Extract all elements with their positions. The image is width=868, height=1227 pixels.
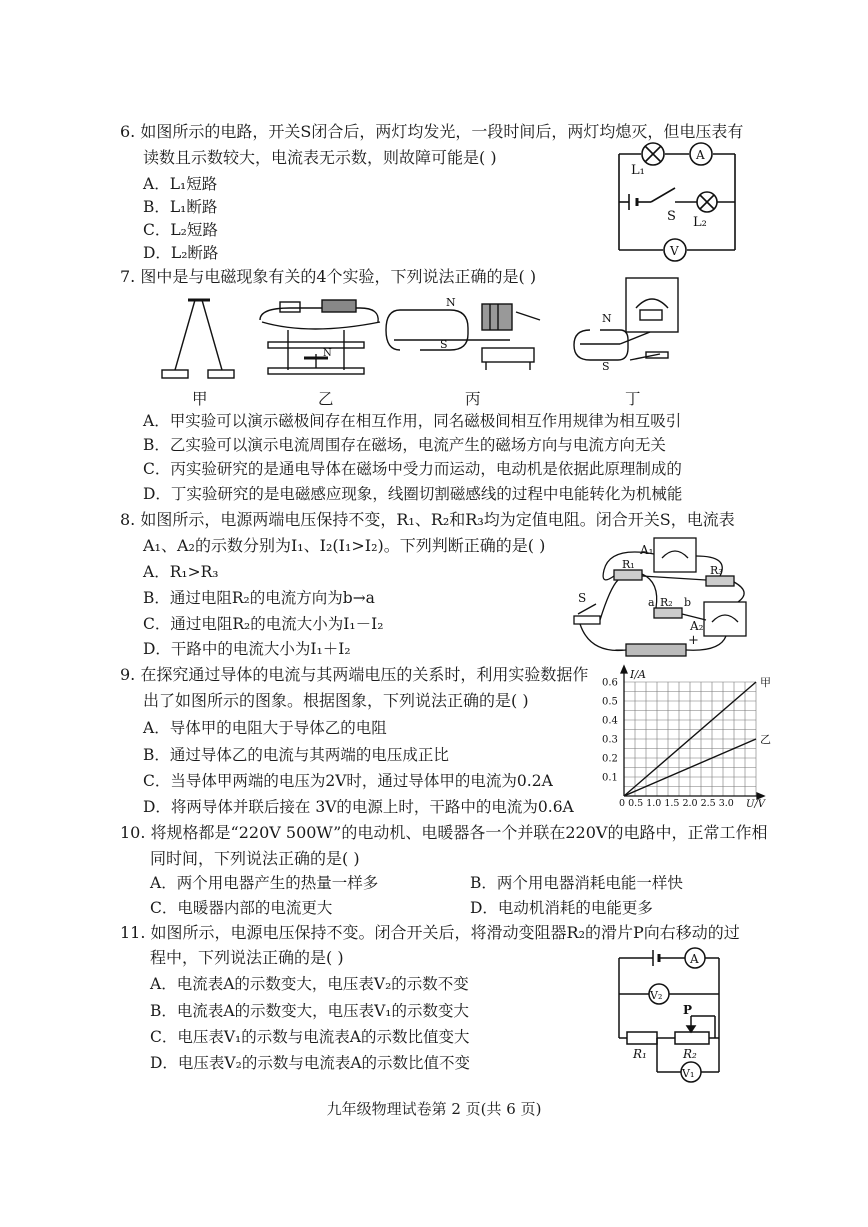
q10-option-c: C．电暖器内部的电流更大 [150, 899, 333, 917]
q10-option-b: B．两个用电器消耗电能一样快 [470, 874, 683, 892]
q8-option-a: A．R₁>R₃ [143, 563, 219, 581]
chart-y-tick-label: 0.1 [602, 772, 618, 784]
q10-option-a: A．两个用电器产生的热量一样多 [150, 874, 379, 892]
q8-label-plus: + [688, 633, 699, 648]
q8-circuit-figure [560, 536, 760, 664]
q9-option-d: D．将两导体并联后接在 3V的电源上时，干路中的电流为0.6A [143, 798, 574, 816]
chart-series-label-1: 甲 [760, 676, 771, 689]
q9-stem-line2: 出了如图所示的图象。根据图象，下列说法正确的是( ) [143, 691, 529, 710]
q8-label-r2: R₂ [660, 596, 673, 609]
q10-option-d: D．电动机消耗的电能更多 [470, 899, 653, 917]
q8-option-d: D．干路中的电流大小为I₁＋I₂ [143, 640, 351, 658]
chart-y-tick-label: 0.4 [602, 715, 618, 727]
q8-label-minus: − [614, 643, 625, 658]
q6-option-b: B．L₁断路 [143, 198, 218, 216]
q7-option-d: D．丁实验研究的是电磁感应现象，线圈切割磁感线的过程中电能转化为机械能 [143, 485, 683, 503]
q9-option-c: C．当导体甲两端的电压为2V时，通过导体甲的电流为0.2A [143, 772, 553, 790]
q6-label-v: V [670, 244, 679, 258]
q8-option-b: B．通过电阻R₂的电流方向为b→a [143, 589, 375, 607]
q7-caption-bing: 丙 [465, 390, 481, 408]
q8-label-b: b [684, 596, 692, 609]
q6-option-c: C．L₂短路 [143, 221, 218, 239]
q8-stem-line1: 8. 如图所示，电源两端电压保持不变，R₁、R₂和R₃均为定值电阻。闭合开关S，电流表 [120, 510, 735, 529]
q8-label-s: S [578, 591, 587, 605]
q8-option-c: C．通过电阻R₂的电流大小为I₁－I₂ [143, 615, 384, 633]
q6-option-d: D．L₂断路 [143, 244, 219, 262]
q11-label-v1: V₁ [682, 1067, 695, 1080]
q11-option-c: C．电压表V₁的示数与电流表A的示数比值变大 [150, 1028, 470, 1046]
q10-stem-line1: 10. 将规格都是“220V 500W”的电动机、电暖器各一个并联在220V的电路中，正常工作相 [120, 823, 768, 842]
q8-label-a2: A₂ [690, 619, 704, 633]
q9-stem-line1: 9. 在探究通过导体的电流与其两端电压的关系时，利用实验数据作 [120, 665, 589, 684]
q7-option-b: B．乙实验可以演示电流周围存在磁场，电流产生的磁场方向与电流方向无关 [143, 436, 666, 454]
q11-circuit-figure [605, 944, 735, 1090]
q11-label-a: A [690, 952, 699, 966]
q8-label-r1: R₁ [622, 558, 635, 571]
chart-y-tick-label: 0.6 [602, 677, 618, 689]
q6-label-l2: L₂ [693, 215, 707, 230]
chart-x-axis-label: U/V [746, 799, 766, 810]
q11-option-d: D．电压表V₂的示数与电流表A的示数比值不变 [150, 1054, 471, 1072]
q7-label-n-ding: N [602, 312, 612, 325]
q7-label-n-bing: N [446, 296, 456, 309]
q7-option-c: C．丙实验研究的是通电导体在磁场中受力而运动，电动机是依据此原理制成的 [143, 460, 682, 478]
q11-label-r1: R₁ [633, 1047, 647, 1061]
q6-label-l1: L₁ [631, 163, 645, 178]
chart-y-ticks [602, 678, 618, 784]
q11-label-v2: V₂ [650, 989, 663, 1002]
q7-stem-line1: 7. 图中是与电磁现象有关的4个实验，下列说法正确的是( ) [120, 267, 537, 286]
q6-stem-line2: 读数且示数较大，电流表无示数，则故障可能是( ) [143, 148, 497, 167]
q7-option-a: A．甲实验可以演示磁极间存在相互作用，同名磁极间相互作用规律为相互吸引 [143, 412, 682, 430]
q6-label-a: A [696, 148, 705, 162]
q7-caption-jia: 甲 [192, 390, 208, 408]
q7-label-n-yi: N [323, 348, 332, 359]
q11-option-b: B．电流表A的示数变大，电压表V₁的示数变大 [150, 1002, 469, 1020]
q8-label-a1: A₁ [640, 543, 654, 557]
page-footer: 九年级物理试卷第 2 页(共 6 页) [326, 1100, 542, 1118]
q8-label-a: a [648, 596, 655, 609]
q7-label-s-ding: S [602, 360, 610, 373]
chart-series-label-2: 乙 [760, 733, 771, 746]
q6-label-s: S [667, 209, 676, 224]
chart-axes [621, 666, 764, 799]
q8-label-r3: R₃ [710, 564, 723, 577]
q6-circuit-figure [605, 140, 745, 265]
q7-label-s-bing: S [440, 338, 448, 351]
q7-caption-yi: 乙 [318, 390, 334, 408]
q11-label-r2: R₂ [683, 1047, 697, 1061]
q9-option-a: A．导体甲的电阻大于导体乙的电阻 [143, 719, 387, 737]
q11-stem-line2: 程中，下列说法正确的是( ) [150, 948, 344, 967]
q8-stem-line2: A₁、A₂的示数分别为I₁、I₂(I₁>I₂)。下列判断正确的是( ) [143, 536, 546, 555]
q9-option-b: B．通过导体乙的电流与其两端的电压成正比 [143, 746, 449, 764]
q11-label-p: P [683, 1003, 693, 1017]
chart-y-tick-label: 0.2 [602, 753, 618, 765]
q6-stem-line1: 6. 如图所示的电路，开关S闭合后，两灯均发光，一段时间后，两灯均熄灭，但电压表有 [120, 122, 744, 141]
q9-chart [598, 664, 778, 810]
chart-y-axis-label: I/A [630, 668, 646, 681]
chart-x-tick-labels: 0 0.5 1.0 1.5 2.0 2.5 3.0 [619, 798, 734, 809]
q11-stem-line1: 11. 如图所示，电源电压保持不变。闭合开关后，将滑动变阻器R₂的滑片P向右移动的过 [120, 923, 740, 942]
q10-stem-line2: 同时间，下列说法正确的是( ) [150, 849, 360, 868]
q7-caption-ding: 丁 [625, 390, 641, 408]
chart-y-tick-label: 0.5 [602, 696, 618, 708]
chart-y-tick-label: 0.3 [602, 734, 618, 746]
q11-option-a: A．电流表A的示数变大，电压表V₂的示数不变 [150, 975, 469, 993]
q6-option-a: A．L₁短路 [143, 175, 218, 193]
